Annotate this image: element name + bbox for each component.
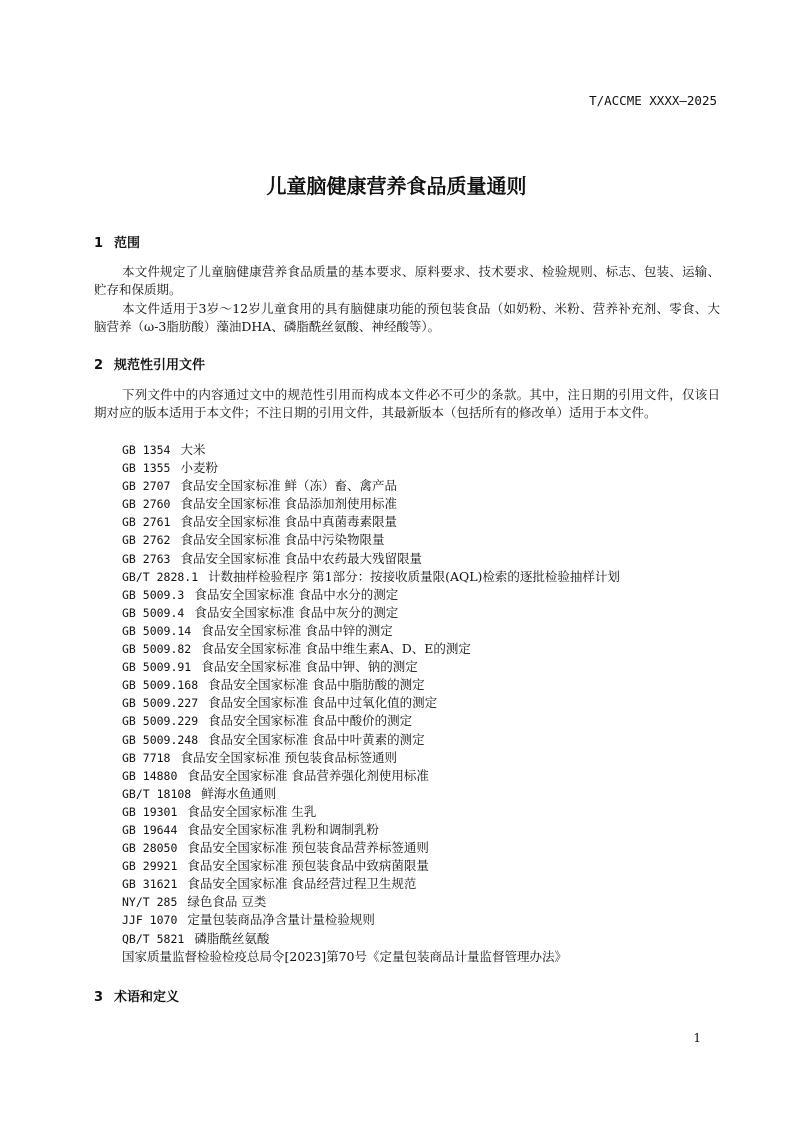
reference-title: 食品安全国家标准 食品中污染物限量 bbox=[180, 532, 385, 548]
reference-item bbox=[122, 441, 620, 459]
reference-code: GB 2761 bbox=[122, 515, 171, 530]
reference-title: 食品安全国家标准 生乳 bbox=[187, 803, 317, 819]
reference-item bbox=[122, 803, 620, 821]
reference-item bbox=[122, 550, 620, 568]
reference-code: GB 2760 bbox=[122, 497, 171, 512]
reference-title: 食品安全国家标准 食品中农药最大残留限量 bbox=[180, 550, 422, 566]
reference-item bbox=[122, 531, 620, 549]
section-title: 范围 bbox=[114, 236, 141, 251]
reference-title: 食品安全国家标准 食品中灰分的测定 bbox=[194, 604, 399, 620]
reference-title: 食品安全国家标准 食品中过氧化值的测定 bbox=[208, 695, 438, 711]
reference-code: GB 29921 bbox=[122, 859, 178, 874]
reference-title: 食品安全国家标准 预包装食品标签通则 bbox=[180, 749, 397, 765]
reference-code: GB 28050 bbox=[122, 841, 178, 856]
reference-code: GB 5009.82 bbox=[122, 642, 192, 657]
reference-item bbox=[122, 495, 620, 513]
reference-code: GB 1355 bbox=[122, 461, 171, 476]
reference-item bbox=[122, 712, 620, 730]
reference-code: GB 5009.227 bbox=[122, 696, 199, 711]
reference-code: GB 5009.248 bbox=[122, 732, 199, 747]
reference-code: JJF 1070 bbox=[122, 913, 178, 928]
reference-title: 计数抽样检验程序 第1部分：按接收质量限(AQL)检索的逐批检验抽样计划 bbox=[208, 568, 620, 584]
section-number: 2 bbox=[94, 358, 104, 373]
section-2-heading bbox=[94, 354, 205, 373]
reference-code: GB/T 18108 bbox=[122, 786, 192, 801]
reference-code: GB 2763 bbox=[122, 551, 171, 566]
reference-title: 磷脂酰丝氨酸 bbox=[194, 930, 270, 946]
reference-code: GB 14880 bbox=[122, 768, 178, 783]
reference-list bbox=[122, 441, 620, 966]
reference-item bbox=[122, 930, 620, 948]
reference-item bbox=[122, 658, 620, 676]
reference-code: GB 19644 bbox=[122, 822, 178, 837]
reference-title: 食品安全国家标准 食品中酸价的测定 bbox=[208, 713, 413, 729]
reference-item bbox=[122, 893, 620, 911]
reference-title: 食品安全国家标准 预包装食品中致病菌限量 bbox=[187, 858, 429, 874]
reference-title: 食品安全国家标准 食品添加剂使用标准 bbox=[180, 496, 397, 512]
reference-code: QB/T 5821 bbox=[122, 931, 185, 946]
reference-title: 鲜海水鱼通则 bbox=[201, 785, 277, 801]
reference-code: GB 5009.91 bbox=[122, 660, 192, 675]
reference-item bbox=[122, 839, 620, 857]
section-1-heading bbox=[94, 232, 140, 251]
reference-code: GB 19301 bbox=[122, 804, 178, 819]
reference-code: GB 5009.4 bbox=[122, 605, 185, 620]
document-code: T/ACCME XXXX—2025 bbox=[589, 93, 717, 108]
section-title: 术语和定义 bbox=[114, 990, 180, 1005]
reference-title: 食品安全国家标准 食品中钾、钠的测定 bbox=[201, 659, 418, 675]
reference-title: 国家质量监督检验检疫总局令[2023]第70号《定量包装商品计量监督管理办法》 bbox=[122, 948, 567, 964]
reference-code: GB/T 2828.1 bbox=[122, 569, 199, 584]
reference-title: 食品安全国家标准 预包装食品营养标签通则 bbox=[187, 840, 429, 856]
reference-title: 食品安全国家标准 鲜（冻）畜、禽产品 bbox=[180, 478, 397, 494]
reference-item bbox=[122, 694, 620, 712]
section-number: 1 bbox=[94, 236, 104, 251]
scope-paragraph-2: 本文件适用于3岁～12岁儿童食用的具有脑健康功能的预包装食品（如奶粉、米粉、营养补充剂、零食、大脑营养（ω-3脂肪酸）藻油DHA、磷脂酰丝氨酸、神经酸等）。 bbox=[94, 301, 720, 334]
reference-item bbox=[122, 821, 620, 839]
reference-title: 绿色食品 豆类 bbox=[187, 894, 267, 910]
reference-title: 食品安全国家标准 食品中水分的测定 bbox=[194, 586, 399, 602]
reference-item bbox=[122, 731, 620, 749]
reference-title: 食品安全国家标准 食品中真菌毒素限量 bbox=[180, 514, 397, 530]
reference-item bbox=[122, 676, 620, 694]
reference-title: 食品安全国家标准 乳粉和调制乳粉 bbox=[187, 821, 379, 837]
reference-item bbox=[122, 857, 620, 875]
page-number: 1 bbox=[693, 1031, 701, 1045]
section-number: 3 bbox=[94, 990, 104, 1005]
reference-code: GB 1354 bbox=[122, 443, 171, 457]
reference-code: GB 5009.3 bbox=[122, 587, 185, 602]
reference-code: GB 5009.229 bbox=[122, 714, 199, 729]
reference-title: 食品安全国家标准 食品经营过程卫生规范 bbox=[187, 876, 417, 892]
reference-title: 食品安全国家标准 食品中叶黄素的测定 bbox=[208, 731, 425, 747]
reference-item bbox=[122, 477, 620, 495]
reference-title: 食品安全国家标准 食品中脂肪酸的测定 bbox=[208, 677, 425, 693]
reference-code: NY/T 285 bbox=[122, 895, 178, 910]
reference-title: 食品安全国家标准 食品营养强化剂使用标准 bbox=[187, 767, 429, 783]
reference-item bbox=[122, 459, 620, 477]
reference-code: GB 5009.14 bbox=[122, 623, 192, 638]
reference-item bbox=[122, 948, 620, 966]
reference-item bbox=[122, 586, 620, 604]
reference-item bbox=[122, 767, 620, 785]
reference-item bbox=[122, 911, 620, 929]
section-title: 规范性引用文件 bbox=[114, 358, 206, 373]
reference-title: 小麦粉 bbox=[180, 460, 218, 476]
reference-title: 食品安全国家标准 食品中维生素A、D、E的测定 bbox=[201, 641, 471, 657]
section-3-heading bbox=[94, 986, 179, 1005]
reference-item bbox=[122, 640, 620, 658]
reference-code: GB 2762 bbox=[122, 533, 171, 548]
reference-title: 大米 bbox=[180, 442, 206, 457]
reference-item bbox=[122, 875, 620, 893]
reference-item bbox=[122, 604, 620, 622]
reference-item bbox=[122, 785, 620, 803]
reference-code: GB 5009.168 bbox=[122, 678, 199, 693]
reference-item bbox=[122, 622, 620, 640]
reference-item bbox=[122, 749, 620, 767]
reference-code: GB 2707 bbox=[122, 479, 171, 494]
scope-paragraph-1: 本文件规定了儿童脑健康营养食品质量的基本要求、原料要求、技术要求、检验规则、标志、包装、运输、贮存和保质期。 bbox=[94, 264, 720, 297]
references-intro-paragraph: 下列文件中的内容通过文中的规范性引用而构成本文件必不可少的条款。其中，注日期的引用文件，仅该日期对应的版本适用于本文件；不注日期的引用文件，其最新版本（包括所有的修改单）适用于本文件。 bbox=[94, 387, 720, 420]
reference-title: 食品安全国家标准 食品中锌的测定 bbox=[201, 622, 393, 638]
reference-item bbox=[122, 513, 620, 531]
reference-title: 定量包装商品净含量计量检验规则 bbox=[187, 912, 375, 928]
document-title: 儿童脑健康营养食品质量通则 bbox=[266, 174, 527, 198]
reference-code: GB 31621 bbox=[122, 877, 178, 892]
reference-code: GB 7718 bbox=[122, 750, 171, 765]
reference-item bbox=[122, 568, 620, 586]
